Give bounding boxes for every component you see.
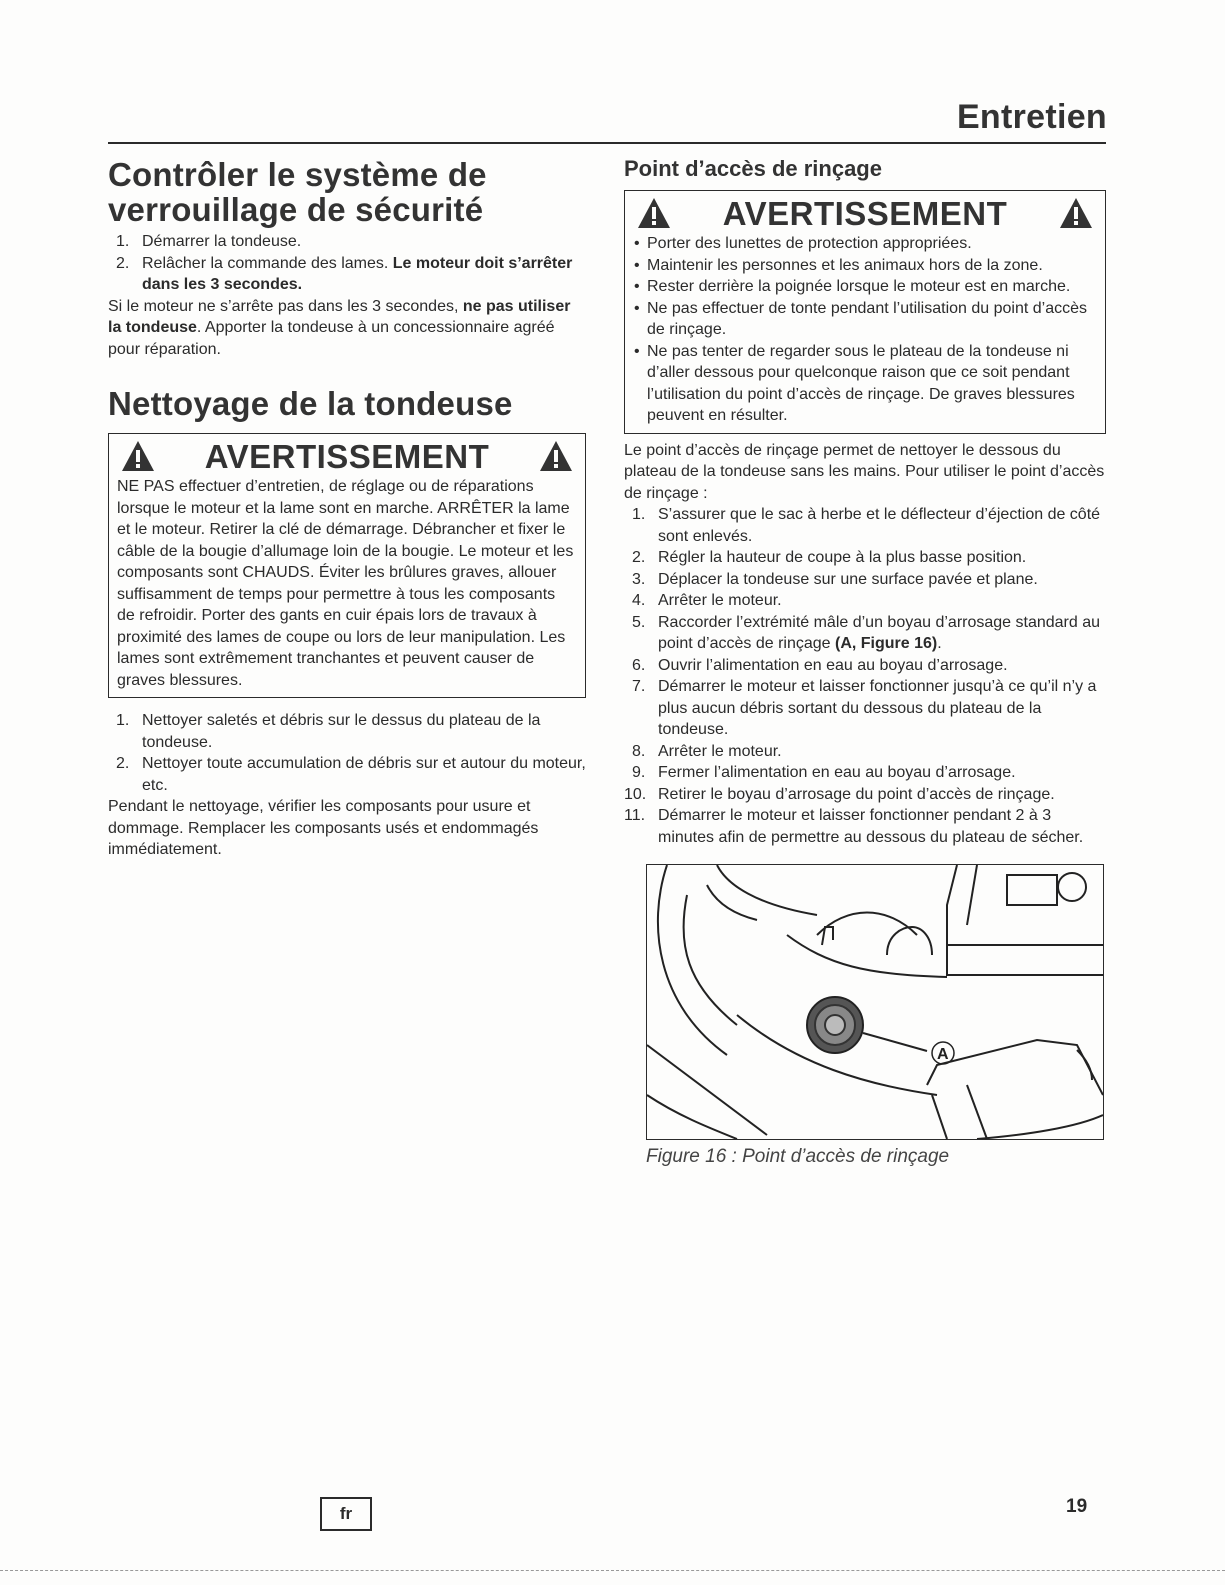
warning-triangle-icon (539, 440, 573, 472)
right-column (624, 150, 1106, 1168)
warning-triangle-icon (121, 440, 155, 472)
warning-title: AVERTISSEMENT (633, 195, 1097, 233)
list-item: • Porter des lunettes de protection appropriées. (633, 233, 1097, 255)
list-item: • Maintenir les personnes et les animaux hors de la zone. (633, 255, 1097, 277)
rinse-steps (624, 504, 1106, 848)
cleaning-warning-box (108, 433, 586, 698)
safety-check-paragraph: Si le moteur ne s’arrête pas dans les 3 secondes, ne pas utiliser la tondeuse. Apporter la tondeuse à un concessionnaire agréé pour réparation. (108, 297, 571, 358)
page-number: 19 (1066, 1496, 1088, 1517)
list-item: 11. Démarrer le moteur et laisser fonctionner pendant 2 à 3 minutes afin de permettre au dessous du plateau de sécher. (624, 807, 1084, 846)
list-item: 4. Arrêter le moteur. (632, 592, 782, 609)
rinse-port-heading: Point d’accès de rinçage (624, 156, 882, 181)
rinse-intro: Le point d’accès de rinçage permet de nettoyer le dessous du plateau de la tondeuse sans les mains. Pour utiliser le point d’accès de rinçage : (624, 441, 1105, 502)
list-item: 2. Nettoyer toute accumulation de débris sur et autour du moteur, etc. (116, 755, 586, 794)
list-item: 1. S’assurer que le sac à herbe et le déflecteur d’éjection de côté sont enlevés. (632, 506, 1101, 545)
list-item: 1. Nettoyer saletés et débris sur le dessus du plateau de la tondeuse. (116, 712, 541, 751)
list-item: • Ne pas tenter de regarder sous le plateau de la tondeuse ni d’aller dessous pour quelconque raison que ce soit pendant l’utilisation du point d’accès de rinçage. De graves blessures peuvent en résulter. (633, 341, 1097, 427)
rinse-warning-box (624, 190, 1106, 434)
warning-triangle-icon (637, 197, 671, 229)
list-item: • Rester derrière la poignée lorsque le moteur est en marche. (633, 276, 1097, 298)
left-column (108, 150, 586, 861)
list-item: 2. Régler la hauteur de coupe à la plus basse position. (632, 549, 1027, 566)
section-title: Entretien (956, 98, 1107, 136)
header-rule (108, 142, 1106, 144)
figure-caption: Figure 16 : Point d’accès de rinçage (646, 1146, 950, 1167)
list-item: • Ne pas effectuer de tonte pendant l’utilisation du point d’accès de rinçage. (633, 298, 1097, 341)
list-item: 8. Arrêter le moteur. (632, 742, 782, 760)
warning-text: NE PAS effectuer d’entretien, de réglage ou de réparations lorsque le moteur et la lame sont en marche. ARRÊTER la lame et le moteur. Retirer la clé de démarrage. Débrancher et fixer le câble de la bougie d’allumage loin de la bougie. Le moteur et les composants sont CHAUDS. Éviter les brûlures graves, allouer suffisamment de temps pour permettre à tous les composants de refroidir. Porter des gants en cuir épais lors de travaux à proximité des lames de coupe ou lors de leur manipulation. Les lames sont extrêmement tranchantes et peuvent causer de graves blessures. (117, 478, 574, 689)
figure-16-illustration (646, 864, 1104, 1140)
list-item: 6. Ouvrir l’alimentation en eau au boyau d’arrosage. (632, 656, 1008, 674)
warning-bullets (633, 233, 1097, 427)
list-item: 5. Raccorder l’extrémité mâle d’un boyau d’arrosage standard au point d’accès de rinçage (A, Figure 16). (632, 613, 1101, 652)
warning-title: AVERTISSEMENT (117, 438, 577, 476)
mower-deck-illustration (647, 865, 1103, 1139)
list-item: 2. Relâcher la commande des lames. Le moteur doit s’arrêter dans les 3 secondes. (116, 254, 573, 293)
cleaning-heading: Nettoyage de la tondeuse (108, 385, 513, 422)
list-item: 7. Démarrer le moteur et laisser fonctionner jusqu’à ce qu’il n’y a plus aucun débris sortant du dessous du plateau de la tondeuse. (632, 678, 1097, 738)
safety-check-steps (108, 231, 586, 296)
list-item: 10. Retirer le boyau d’arrosage du point d’accès de rinçage. (624, 785, 1055, 803)
list-item: 1. Démarrer la tondeuse. (116, 233, 302, 250)
bottom-rule (0, 1570, 1225, 1571)
list-item: 9. Fermer l’alimentation en eau au boyau d’arrosage. (632, 764, 1016, 781)
warning-triangle-icon (1059, 197, 1093, 229)
safety-check-heading: Contrôler le système de verrouillage de sécurité (108, 156, 487, 228)
list-item: 3. Déplacer la tondeuse sur une surface pavée et plane. (632, 570, 1038, 588)
language-badge: fr (320, 1497, 372, 1531)
figure-callout: A (937, 1046, 949, 1063)
cleaning-paragraph: Pendant le nettoyage, vérifier les composants pour usure et dommage. Remplacer les composants usés et endommagés immédiatement. (108, 798, 539, 858)
cleaning-steps (108, 710, 586, 796)
